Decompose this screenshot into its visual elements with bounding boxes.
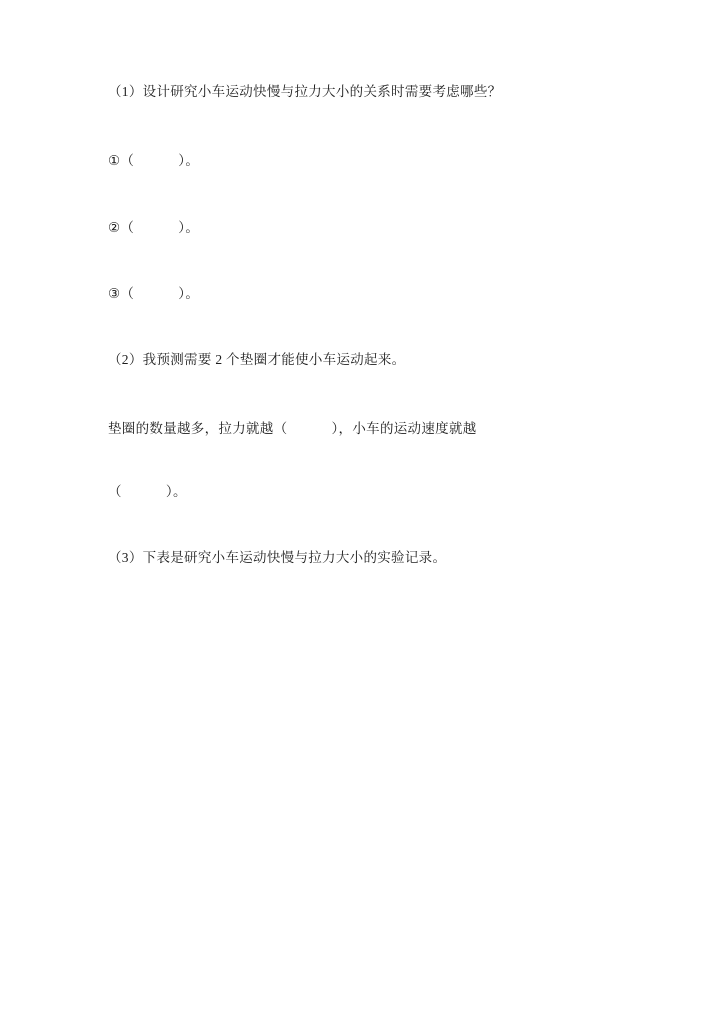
document-body bbox=[108, 82, 620, 568]
question-1-blank-3: ③（ ）。 bbox=[108, 285, 200, 301]
spacer bbox=[108, 502, 620, 548]
spacer bbox=[108, 304, 620, 350]
question-1-blank-2: ②（ ）。 bbox=[108, 219, 200, 235]
question-1-blank-1: ①（ ）。 bbox=[108, 153, 200, 169]
question-2-prompt: （2）我预测需要 2 个垫圈才能使小车运动起来。 bbox=[108, 352, 406, 367]
question-1-prompt: （1）设计研究小车运动快慢与拉力大小的关系时需要考虑哪些？ bbox=[108, 84, 502, 99]
question-2-statement-line-2: （ ）。 bbox=[108, 483, 187, 499]
question-2-statement-line-1: 垫圈的数量越多，拉力就越（ ），小车的运动速度就越 bbox=[108, 421, 477, 437]
spacer bbox=[108, 440, 620, 482]
spacer bbox=[108, 238, 620, 284]
spacer bbox=[108, 370, 620, 419]
question-3-prompt: （3）下表是研究小车运动快慢与拉力大小的实验记录。 bbox=[108, 549, 447, 565]
spacer bbox=[108, 172, 620, 218]
spacer bbox=[108, 102, 620, 151]
